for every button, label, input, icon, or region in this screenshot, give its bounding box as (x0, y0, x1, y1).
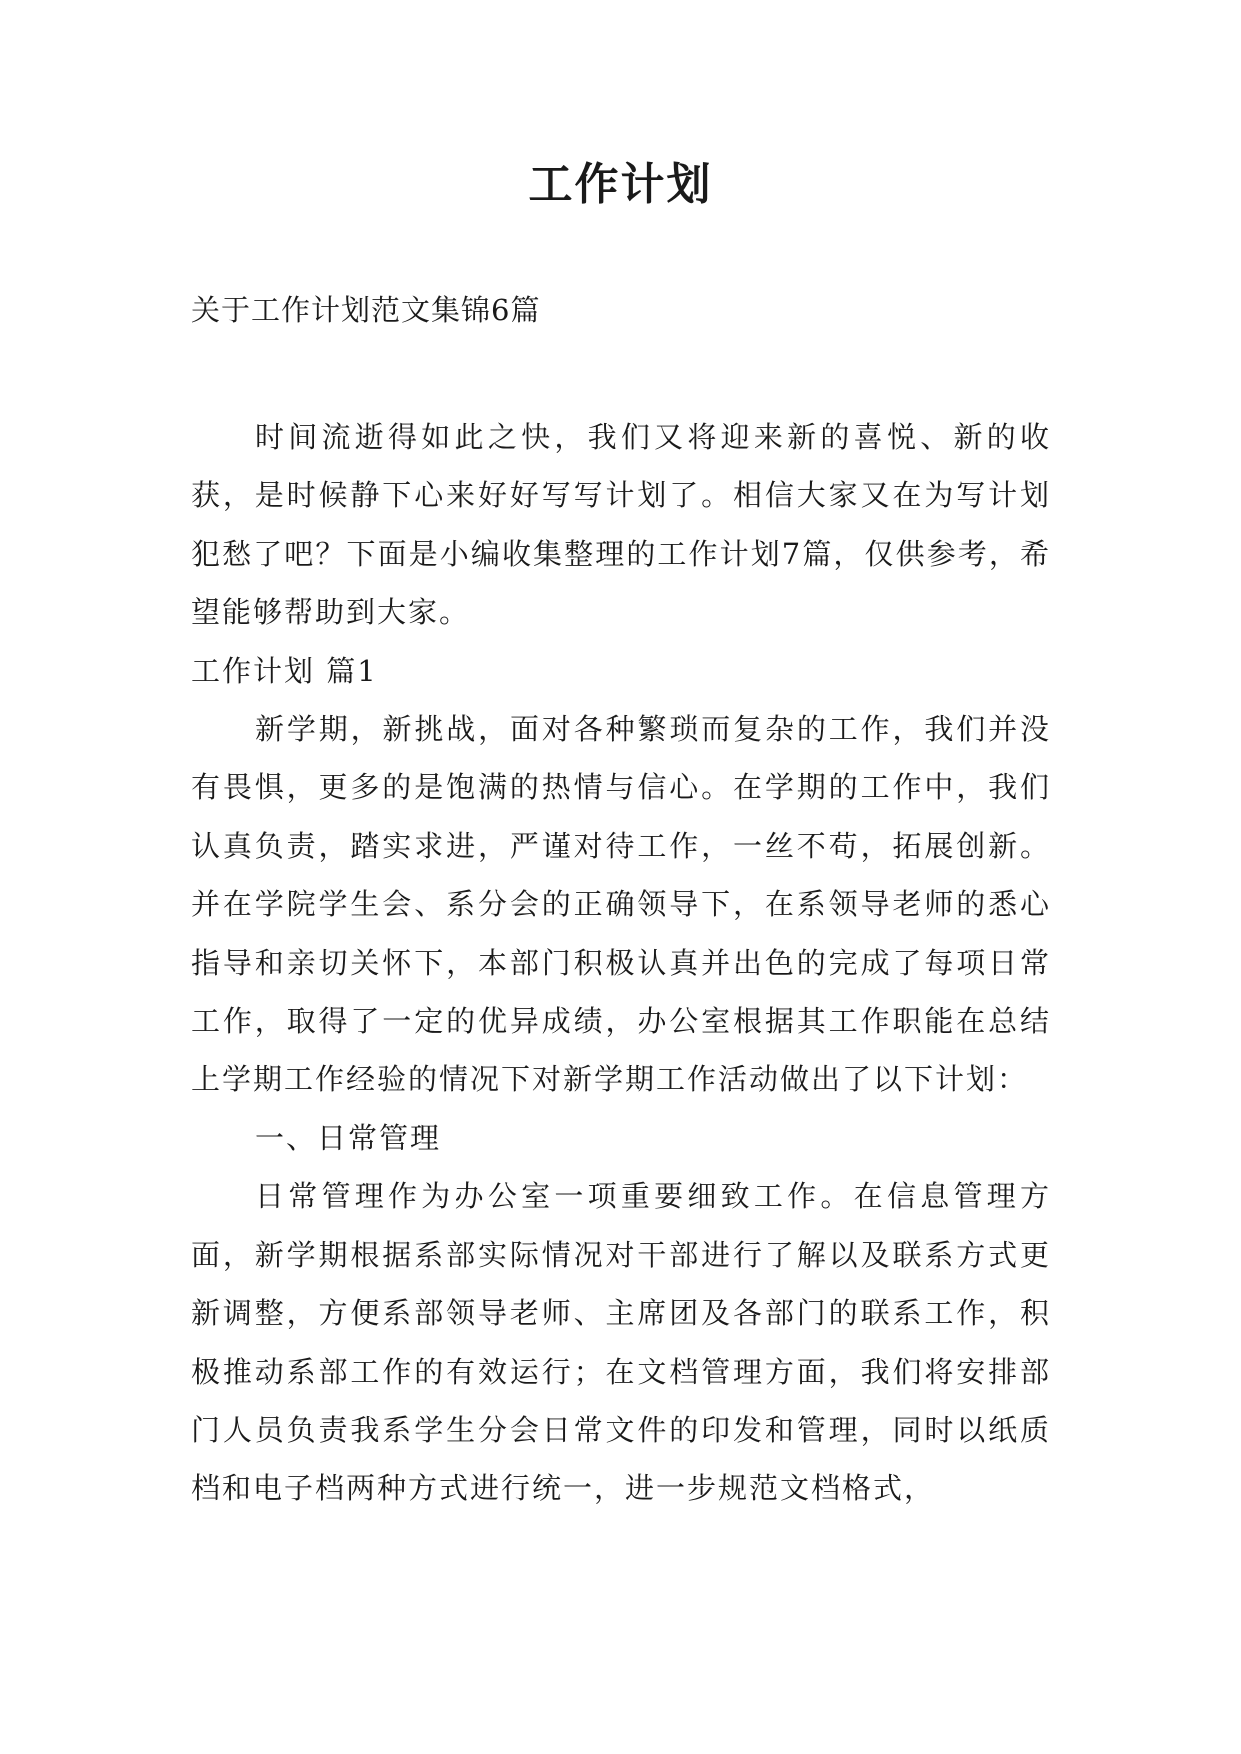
subsection-heading: 一、日常管理 (255, 1120, 442, 1155)
document-subtitle: 关于工作计划范文集锦6篇 (191, 293, 541, 327)
body-paragraph: 日常管理作为办公室一项重要细致工作。在信息管理方面，新学期根据系部实际情况对干部进行了解以及联系方式更新调整，方便系部领导老师、主席团及各部门的联系工作，积极推动系部工作的有效运行；在文档管理方面，我们将安排部门人员负责我系学生分会日常文件的印发和管理，同时以纸质档和电子档两种方式进行统一，进一步规范文档格式， (191, 1179, 1051, 1506)
intro-paragraph: 时间流逝得如此之快，我们又将迎来新的喜悦、新的收获，是时候静下心来好好写写计划了。相信大家又在为写计划犯愁了吧？下面是小编收集整理的工作计划7篇，仅供参考，希望能够帮助到大家。 (191, 420, 1051, 630)
body-paragraph: 新学期，新挑战，面对各种繁琐而复杂的工作，我们并没有畏惧，更多的是饱满的热情与信心。在学期的工作中，我们认真负责，踏实求进，严谨对待工作，一丝不苟，拓展创新。并在学院学生会、系分会的正确领导下，在系领导老师的悉心指导和亲切关怀下，本部门积极认真并出色的完成了每项日常工作，取得了一定的优异成绩，办公室根据其工作职能在总结上学期工作经验的情况下对新学期工作活动做出了以下计划： (191, 712, 1051, 1097)
section-heading: 工作计划 篇1 (191, 653, 378, 688)
document-body (191, 408, 1051, 1518)
document-title: 工作计划 (528, 159, 713, 210)
